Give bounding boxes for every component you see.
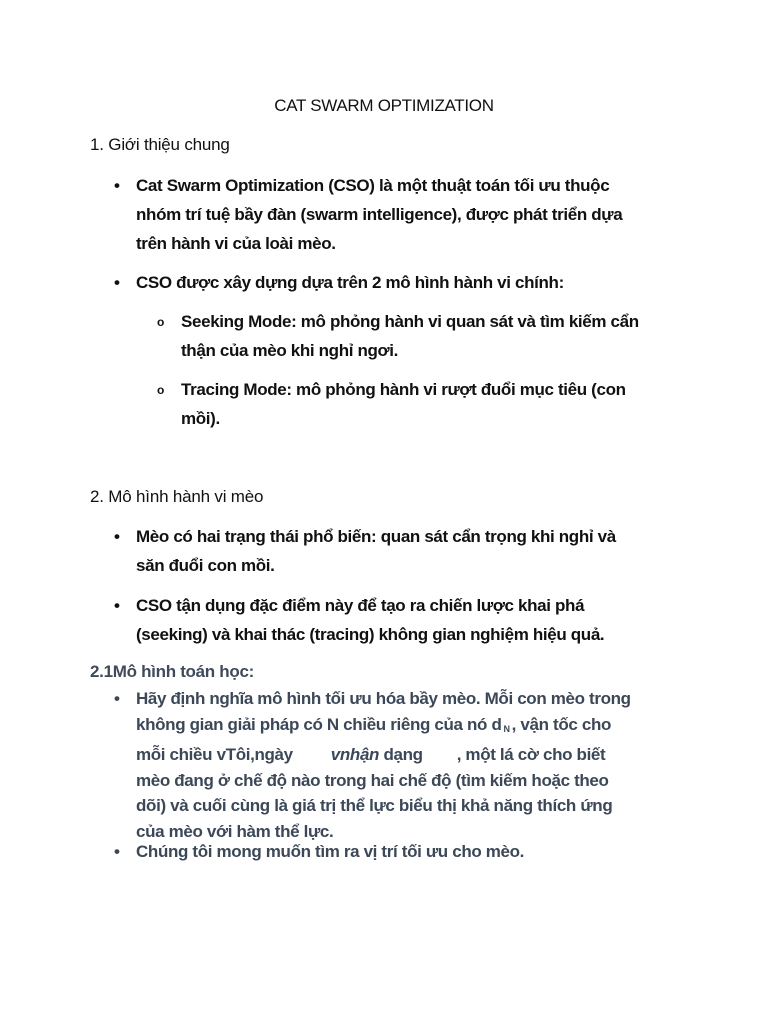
- text-segment: mỗi chiều vTôi,ngày: [136, 745, 293, 764]
- text-line: mèo đang ở chế độ nào trong hai chế độ (tìm kiếm hoặc theo: [136, 770, 609, 790]
- text-line: Chúng tôi mong muốn tìm ra vị trí tối ưu cho mèo.: [136, 842, 525, 861]
- sub-list-item: [157, 375, 681, 433]
- section-2-heading: 2. Mô hình hành vi mèo: [90, 487, 264, 506]
- section-2-1-heading: 2.1Mô hình toán học:: [90, 662, 254, 681]
- bullet-icon: •: [114, 842, 120, 861]
- text-segment: không gian giải pháp có N chiều riêng của nó d: [136, 714, 502, 734]
- italic-segment: vnhận: [330, 745, 380, 764]
- text-line: của mèo với hàm thể lực.: [136, 821, 334, 841]
- text-segment: , một lá cờ cho biết: [456, 745, 606, 764]
- list-item: [114, 171, 696, 258]
- list-item: [114, 522, 696, 580]
- text-line: Mèo có hai trạng thái phổ biến: quan sát cẩn trọng khi nghỉ và: [136, 527, 616, 546]
- text-segment: , vận tốc cho: [511, 714, 612, 734]
- sub-list-item: [157, 307, 681, 365]
- text-line: [136, 742, 696, 768]
- bullet-icon: •: [114, 596, 120, 615]
- bullet-icon: •: [114, 689, 120, 708]
- section-1-heading: 1. Giới thiệu chung: [90, 135, 230, 154]
- circle-bullet-icon: o: [157, 315, 164, 329]
- bullet-icon: •: [114, 176, 120, 195]
- list-item: [114, 591, 696, 649]
- text-line: Cat Swarm Optimization (CSO) là một thuật toán tối ưu thuộc: [136, 176, 610, 195]
- document-title: CAT SWARM OPTIMIZATION: [274, 96, 494, 115]
- text-line: săn đuổi con mồi.: [136, 556, 275, 575]
- text-segment: dạng: [383, 745, 423, 764]
- text-line: Tracing Mode: mô phỏng hành vi rượt đuổi mục tiêu (con: [181, 380, 626, 399]
- text-line: CSO được xây dựng dựa trên 2 mô hình hành vi chính:: [136, 273, 564, 292]
- list-item: [114, 839, 696, 865]
- text-line: CSO tận dụng đặc điểm này để tạo ra chiến lược khai phá: [136, 596, 585, 615]
- text-line: nhóm trí tuệ bầy đàn (swarm intelligence), được phát triển dựa: [136, 205, 623, 224]
- text-line: [136, 712, 696, 743]
- text-line: Hãy định nghĩa mô hình tối ưu hóa bầy mèo. Mỗi con mèo trong: [136, 689, 631, 708]
- subscript: N: [503, 723, 510, 734]
- circle-bullet-icon: o: [157, 383, 164, 397]
- text-line: (seeking) và khai thác (tracing) không gian nghiệm hiệu quả.: [136, 625, 605, 644]
- list-item: [114, 268, 696, 297]
- text-line: Seeking Mode: mô phỏng hành vi quan sát và tìm kiếm cẩn: [181, 312, 639, 331]
- bullet-icon: •: [114, 273, 120, 292]
- list-item: [114, 686, 696, 844]
- text-line: trên hành vi của loài mèo.: [136, 234, 336, 253]
- bullet-icon: •: [114, 527, 120, 546]
- text-line: mồi).: [181, 409, 220, 428]
- text-line: dõi) và cuối cùng là giá trị thể lực biểu thị khả năng thích ứng: [136, 796, 613, 815]
- text-line: thận của mèo khi nghỉ ngơi.: [181, 341, 399, 360]
